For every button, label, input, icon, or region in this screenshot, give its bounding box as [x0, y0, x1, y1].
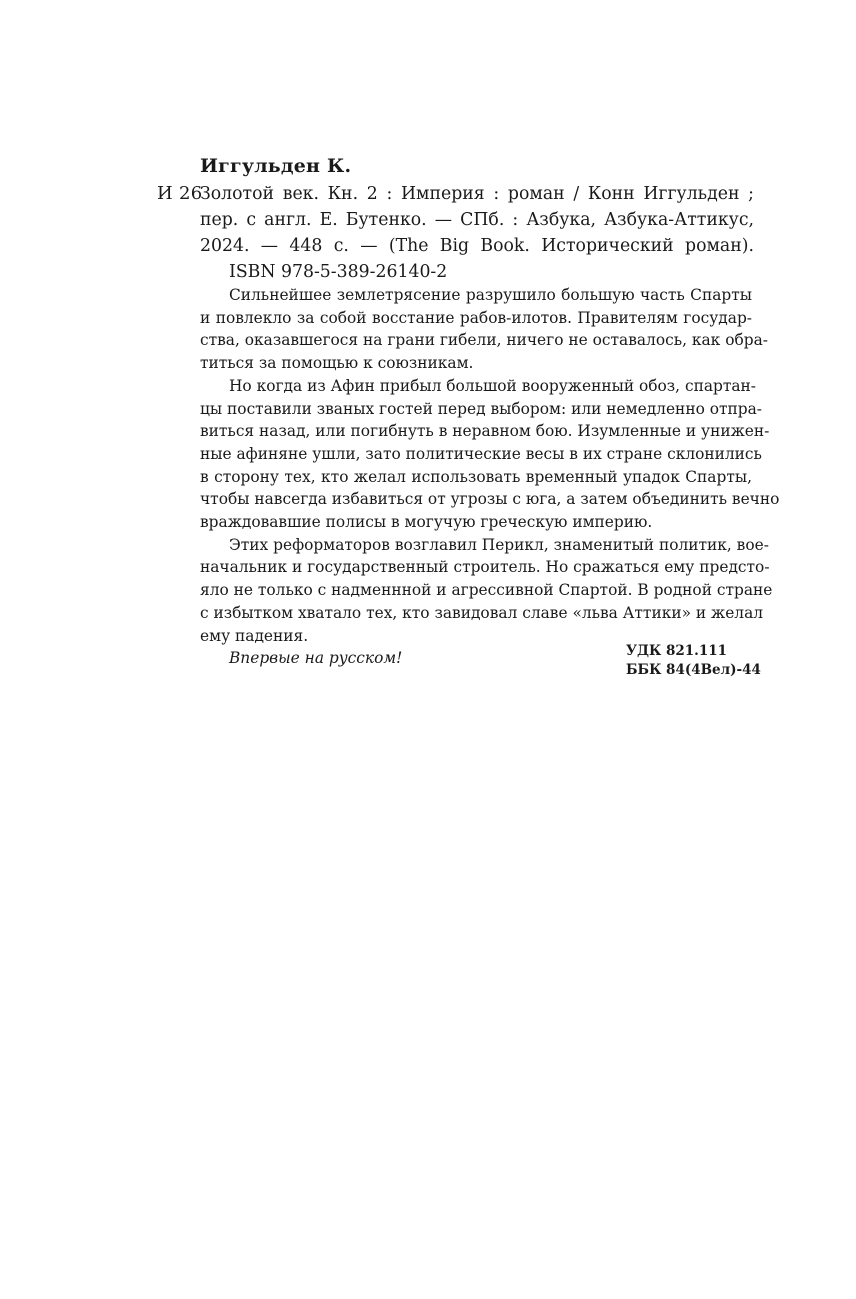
- bibliographic-record: [200, 181, 754, 285]
- annotation-line: виться назад, или погибнуть в неравном бою. Изумленные и унижен-: [200, 422, 770, 441]
- udk-code: УДК 821.111: [626, 643, 727, 659]
- annotation-line: начальник и государственный строитель. Но сражаться ему предсто-: [200, 558, 770, 577]
- annotation-line: ства, оказавшегося на грани гибели, ничего не оставалось, как обра-: [200, 331, 768, 350]
- annotation-line: Но когда из Афин прибыл большой вооруженный обоз, спартан-: [229, 376, 757, 395]
- bbk-code: ББК 84(4Вел)-44: [626, 662, 761, 678]
- author-index-code: И 26: [157, 183, 203, 204]
- bib-line: 2024. — 448 с. — (The Big Book. Исторический роман).: [200, 236, 754, 256]
- annotation-line: цы поставили званых гостей перед выбором: или немедленно отпра-: [200, 399, 762, 418]
- isbn: ISBN 978-5-389-26140-2: [229, 262, 448, 282]
- annotation-line: ему падения.: [200, 626, 309, 645]
- first-in-russian-note: Впервые на русском!: [229, 649, 403, 668]
- annotation-line: с избытком хватало тех, кто завидовал славе «льва Аттики» и желал: [200, 603, 764, 622]
- classification-codes: [626, 642, 761, 680]
- annotation-line: враждовавшие полисы в могучую греческую империю.: [200, 513, 653, 532]
- annotation-line: яло не только с надменнной и агрессивной Спартой. В родной стране: [200, 581, 773, 600]
- annotation-line: чтобы навсегда избавиться от угрозы с юга, а затем объединить вечно: [200, 490, 780, 509]
- bib-line: пер. с англ. Е. Бутенко. — СПб. : Азбука, Азбука-Аттикус,: [200, 210, 754, 230]
- annotation-line: Этих реформаторов возглавил Перикл, знаменитый политик, вое-: [229, 535, 769, 554]
- annotation-line: и повлекло за собой восстание рабов-илотов. Правителям государ-: [200, 308, 752, 327]
- annotation-line: ные афиняне ушли, зато политические весы в их стране склонились: [200, 444, 762, 463]
- annotation-line: в сторону тех, кто желал использовать временный упадок Спарты,: [200, 467, 752, 486]
- annotation-line: титься за помощью к союзникам.: [200, 354, 474, 373]
- annotation-line: Сильнейшее землетрясение разрушило большую часть Спарты: [229, 286, 752, 304]
- bib-line: Золотой век. Кн. 2 : Империя : роман / Конн Иггульден ;: [200, 184, 754, 204]
- author-heading: Иггульден К.: [200, 155, 352, 177]
